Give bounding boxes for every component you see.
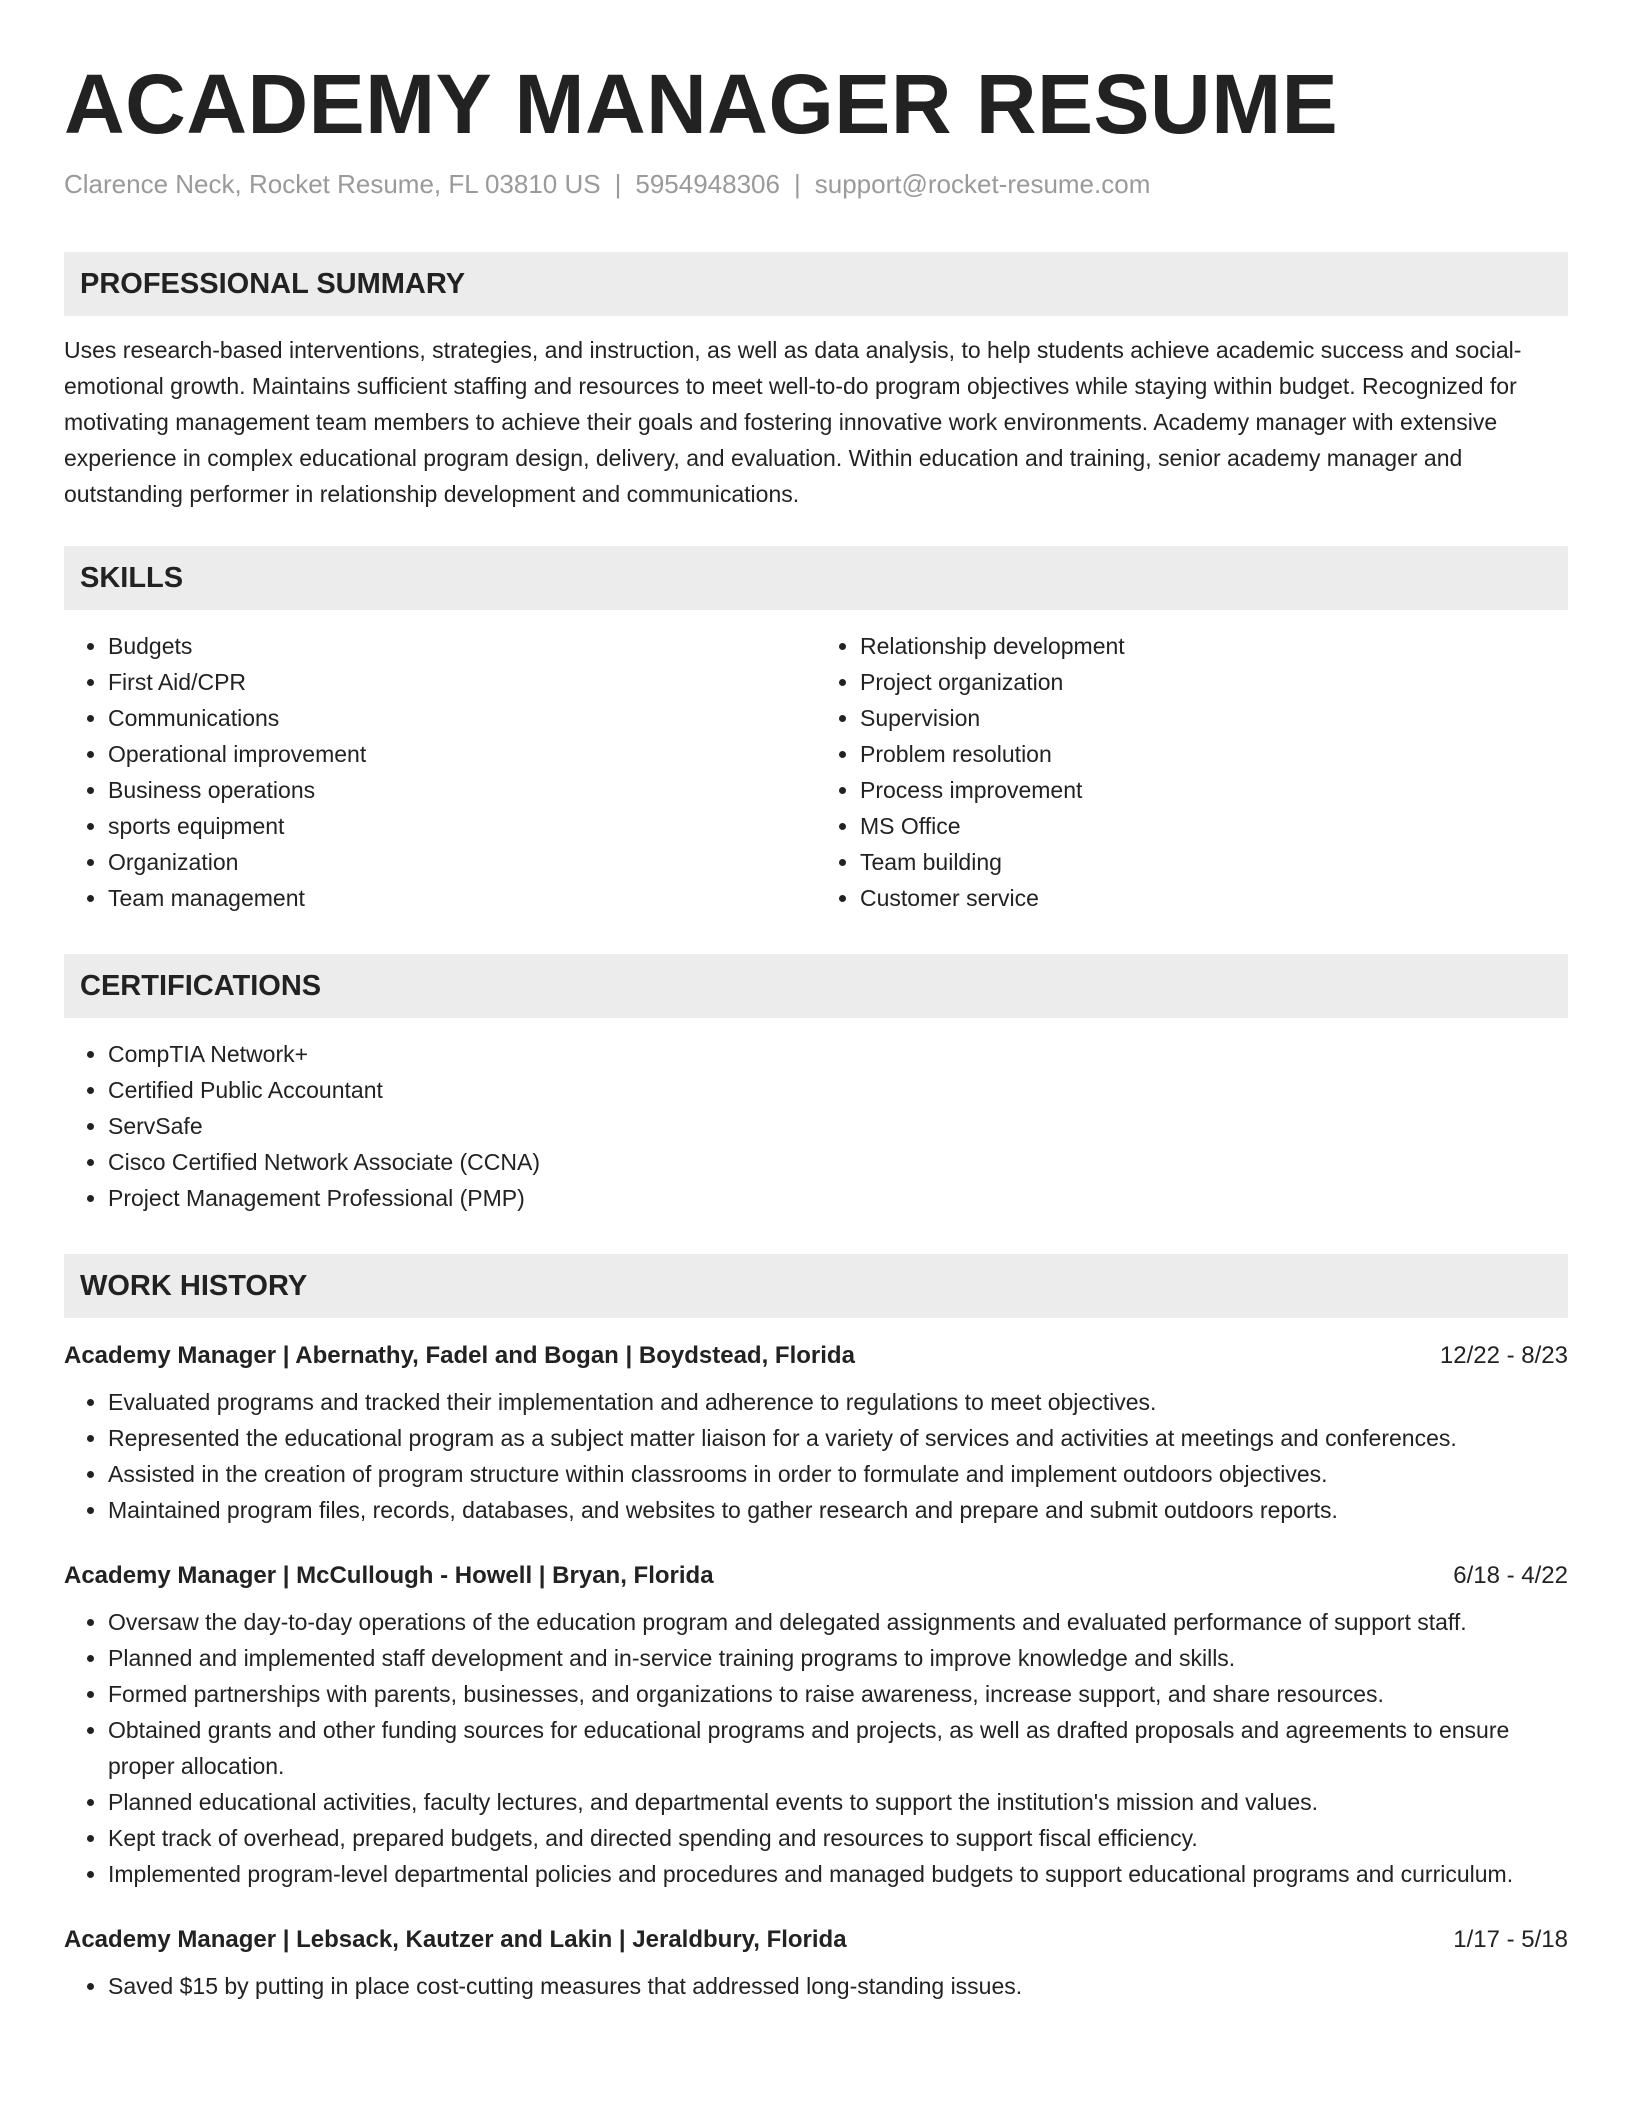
- list-item: • Planned and implemented staff development and in-service training programs to improve knowledge and skills.: [108, 1640, 1568, 1676]
- list-item: • Kept track of overhead, prepared budgets, and directed spending and resources to support fiscal efficiency.: [108, 1820, 1568, 1856]
- job-entry: [64, 1338, 1568, 1528]
- list-item: • Cisco Certified Network Associate (CCNA): [108, 1144, 1568, 1180]
- list-item: • Saved $15 by putting in place cost-cutting measures that addressed long-standing issues.: [108, 1968, 1568, 2004]
- list-item: • CompTIA Network+: [108, 1036, 1568, 1072]
- list-item: • MS Office: [860, 808, 1568, 844]
- list-item: • Team management: [108, 880, 816, 916]
- work-history-list: [64, 1338, 1568, 2004]
- job-title: Academy Manager | Lebsack, Kautzer and Lakin | Jeraldbury, Florida: [64, 1926, 847, 1953]
- job-bullets: [64, 1604, 1568, 1892]
- list-item: • Maintained program files, records, databases, and websites to gather research and prepare and submit outdoors reports.: [108, 1492, 1568, 1528]
- resume-page: [64, 56, 1568, 2004]
- list-item: • Obtained grants and other funding sources for educational programs and projects, as well as drafted proposals and agreements to ensure proper allocation.: [108, 1712, 1568, 1784]
- contact-line: [64, 168, 1568, 200]
- skills-column-left: [64, 628, 816, 916]
- work-history-heading: WORK HISTORY: [64, 1254, 1568, 1318]
- list-item: • Customer service: [860, 880, 1568, 916]
- list-item: • Process improvement: [860, 772, 1568, 808]
- list-item: • Communications: [108, 700, 816, 736]
- job-bullets: [64, 1968, 1568, 2004]
- list-item: • Operational improvement: [108, 736, 816, 772]
- contact-separator: |: [793, 169, 801, 199]
- list-item: • Business operations: [108, 772, 816, 808]
- contact-email: support@rocket-resume.com: [814, 169, 1151, 199]
- job-bullets: [64, 1384, 1568, 1528]
- list-item: • Problem resolution: [860, 736, 1568, 772]
- summary-heading: PROFESSIONAL SUMMARY: [64, 252, 1568, 316]
- list-item: • sports equipment: [108, 808, 816, 844]
- list-item: • ServSafe: [108, 1108, 1568, 1144]
- list-item: • Represented the educational program as a subject matter liaison for a variety of services and activities at meetings and conferences.: [108, 1420, 1568, 1456]
- certifications-heading: CERTIFICATIONS: [64, 954, 1568, 1018]
- job-entry: [64, 1922, 1568, 2004]
- list-item: • Formed partnerships with parents, businesses, and organizations to raise awareness, increase support, and share resources.: [108, 1676, 1568, 1712]
- list-item: • Evaluated programs and tracked their implementation and adherence to regulations to meet objectives.: [108, 1384, 1568, 1420]
- contact-address: Clarence Neck, Rocket Resume, FL 03810 US: [64, 169, 601, 199]
- job-title: Academy Manager | Abernathy, Fadel and Bogan | Boydstead, Florida: [64, 1342, 855, 1369]
- job-entry: [64, 1558, 1568, 1892]
- list-item: • Certified Public Accountant: [108, 1072, 1568, 1108]
- certifications-list: [64, 1036, 1568, 1216]
- list-item: • Implemented program-level departmental policies and procedures and managed budgets to support educational programs and curriculum.: [108, 1856, 1568, 1892]
- job-header: [64, 1558, 1568, 1594]
- list-item: • Budgets: [108, 628, 816, 664]
- page-title: ACADEMY MANAGER RESUME: [64, 57, 1339, 151]
- job-dates: 1/17 - 5/18: [1453, 1926, 1568, 1953]
- list-item: • Project Management Professional (PMP): [108, 1180, 1568, 1216]
- list-item: • Project organization: [860, 664, 1568, 700]
- contact-separator: |: [614, 169, 622, 199]
- list-item: • Oversaw the day-to-day operations of the education program and delegated assignments and evaluated performance of support staff.: [108, 1604, 1568, 1640]
- skills-column-right: [816, 628, 1568, 916]
- list-item: • Planned educational activities, faculty lectures, and departmental events to support the institution's mission and values.: [108, 1784, 1568, 1820]
- job-dates: 12/22 - 8/23: [1439, 1342, 1568, 1369]
- list-item: • Assisted in the creation of program structure within classrooms in order to formulate and implement outdoors objectives.: [108, 1456, 1568, 1492]
- contact-phone: 5954948306: [635, 169, 780, 199]
- list-item: • Supervision: [860, 700, 1568, 736]
- skills-list: [64, 628, 1568, 916]
- job-header: [64, 1922, 1568, 1958]
- job-dates: 6/18 - 4/22: [1453, 1562, 1568, 1589]
- skills-heading: SKILLS: [64, 546, 1568, 610]
- list-item: • Team building: [860, 844, 1568, 880]
- job-header: [64, 1338, 1568, 1374]
- list-item: • First Aid/CPR: [108, 664, 816, 700]
- job-title: Academy Manager | McCullough - Howell | Bryan, Florida: [64, 1562, 714, 1589]
- summary-text: Uses research-based interventions, strategies, and instruction, as well as data analysis, to help students achieve academic success and social-emotional growth. Maintains sufficient staffing and resources to meet well-to-do program objectives while staying within budget. Recognized for motivating management team members to achieve their goals and fostering innovative work environments. Academy manager with extensive experience in complex educational program design, delivery, and evaluation. Within education and training, senior academy manager and outstanding performer in relationship development and communications.: [64, 337, 1522, 507]
- list-item: • Relationship development: [860, 628, 1568, 664]
- list-item: • Organization: [108, 844, 816, 880]
